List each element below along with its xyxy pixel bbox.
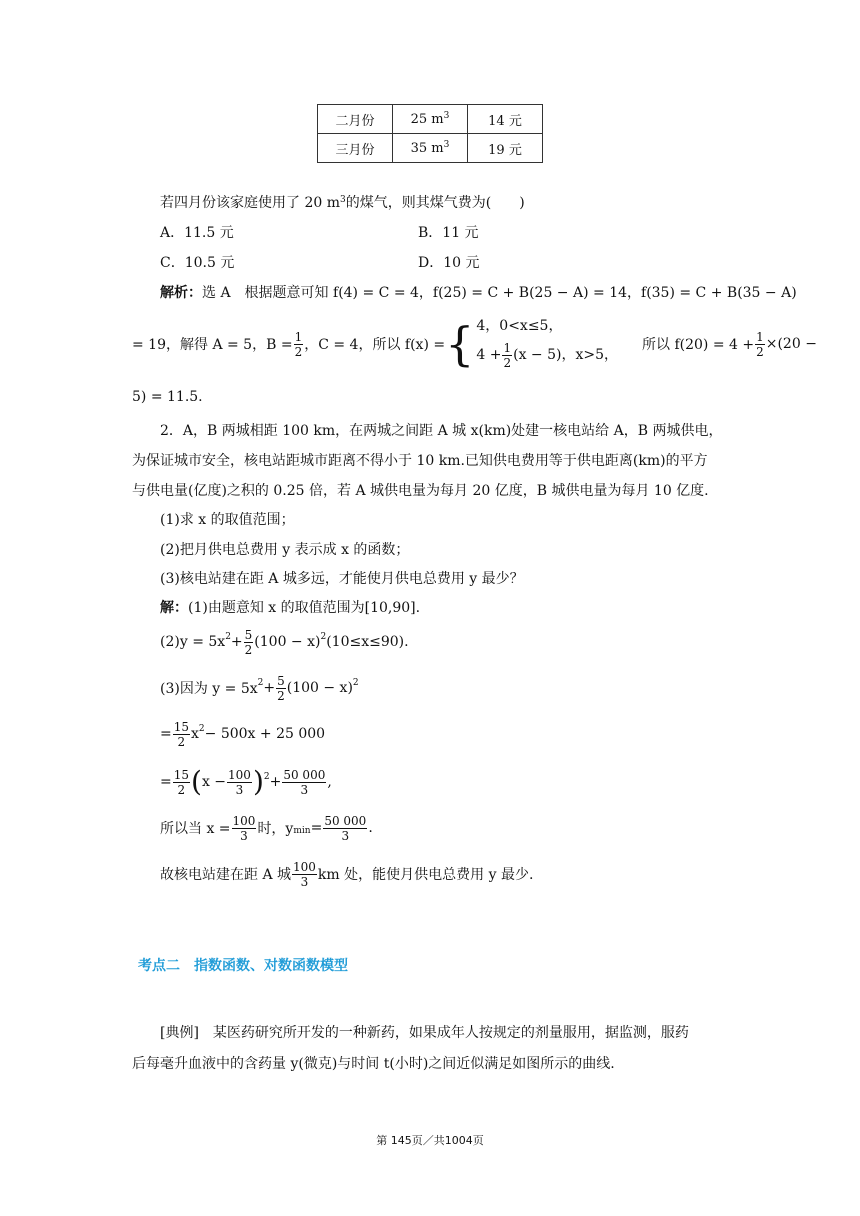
fraction: $\frac{15}{2}$ [173,719,190,749]
table-cell: 14 元 [468,105,543,134]
question-stem: 若四月份该家庭使用了 20 $m^3$的煤气，则其煤气费为( ) [160,195,525,211]
answer-line: (2)y = 5x $^2$ + $\frac{5}{2}$ (100 − x) $^2$ (10≤x≤90). [160,627,409,657]
answer-line: = $\frac{15}{2}$ x $^2$ − 500x + 25 000 [160,719,326,749]
fraction: $\frac{5}{2}$ [277,673,285,703]
option-a: A．11.5 元 [160,225,234,241]
answer-line: 所以当 x = $\frac{100}{3}$ 时，y $_{min}$ = $\frac{50 000}{3}$ . [160,813,373,843]
fraction: $\frac{15}{2}$ [173,767,190,797]
fraction: $\frac{50 000}{3}$ [283,767,326,797]
option-b: B．11 元 [418,225,479,241]
answer-line: = $\frac{15}{2}$ ( x − $\frac{100}{3}$ ) $^2$ + $\frac{50 000}{3}$ , [160,765,332,798]
table-cell: 三月份 [318,134,393,163]
question-paragraph: 为保证城市安全，核电站距城市距离不得小于 10 km.已知供电费用等于供电距离(km)的平方 [132,453,708,469]
fraction: $\frac{100}{3}$ [293,859,316,889]
fraction: $\frac{100}{3}$ [228,767,251,797]
fraction: $\frac{5}{2}$ [244,627,253,657]
table-cell: 二月份 [318,105,393,134]
table-row [318,105,543,134]
solution-line: 5) = 11.5. [132,389,203,405]
table-row [318,134,543,163]
solution-line: 解析：选 A 根据题意可知 f(4) = C = 4，f(25) = C + B(25 − A) = 14，f(35) = C + B(35 − A) [160,285,797,301]
piecewise-cases: 4，0<x≤5， 4 + $\frac{1}{2}$ (x − 5)，x>5， [476,317,618,371]
subquestion-3: (3)核电站建在距 A 城多远，才能使月供电总费用 y 最少？ [160,571,524,587]
example-paragraph: 后每毫升血液中的含药量 y(微克)与时间 t(小时)之间近似满足如图所示的曲线. [132,1056,615,1072]
fraction: $\frac{100}{3}$ [232,813,256,843]
page-number: 第 145页／共1004页 [376,1134,484,1147]
fraction: $\frac{1}{2}$ [503,341,512,371]
answer-conclusion: 故核电站建在距 A 城 $\frac{100}{3}$ km 处，能使月供电总费用 y 最少. [160,859,534,889]
answer-line: 解：(1)由题意知 x 的取值范围为[10,90]. [160,600,421,616]
subquestion-2: (2)把月供电总费用 y 表示成 x 的函数； [160,542,410,558]
fraction: $\frac{50 000}{3}$ [324,813,367,843]
fraction: $\frac{1}{2}$ [756,329,764,359]
fraction: $\frac{1}{2}$ [294,329,303,359]
example-paragraph: [典例] 某医药研究所开发的一种新药，如果成年人按规定的剂量服用，据监测，服药 [160,1025,689,1041]
subquestion-1: (1)求 x 的取值范围； [160,512,295,528]
question-paragraph: 2．A，B 两城相距 100 km，在两城之间距 A 城 x(km)处建一核电站给 A，B 两城供电， [160,423,723,439]
solution-piecewise-line: = 19，解得 A = 5，B = $\frac{1}{2}$ ，C = 4，所以 f(x) = { 4，0<x≤5， 4 + $\frac{1}{2}$ (x − 5)，x>5， 所以 f(20) = 4 + $\frac{1}{2}$ ×(20 − [132,317,817,371]
table-cell: 19 元 [468,134,543,163]
gas-fee-table [317,104,543,163]
option-c: C．10.5 元 [160,255,235,271]
question-paragraph: 与供电量(亿度)之积的 0.25 倍，若 A 城供电量为每月 20 亿度，B 城供电量为每月 10 亿度. [132,483,709,499]
table-cell: 35 $m^3$ [393,134,468,163]
section-heading: 考点二 指数函数、对数函数模型 [138,958,348,974]
answer-line: (3)因为 y = 5x $^2$ + $\frac{5}{2}$ (100 − x) $^2$ [160,673,359,703]
table-cell: 25 $m^3$ [393,105,468,134]
option-d: D．10 元 [418,255,480,271]
left-brace: { [445,317,475,371]
